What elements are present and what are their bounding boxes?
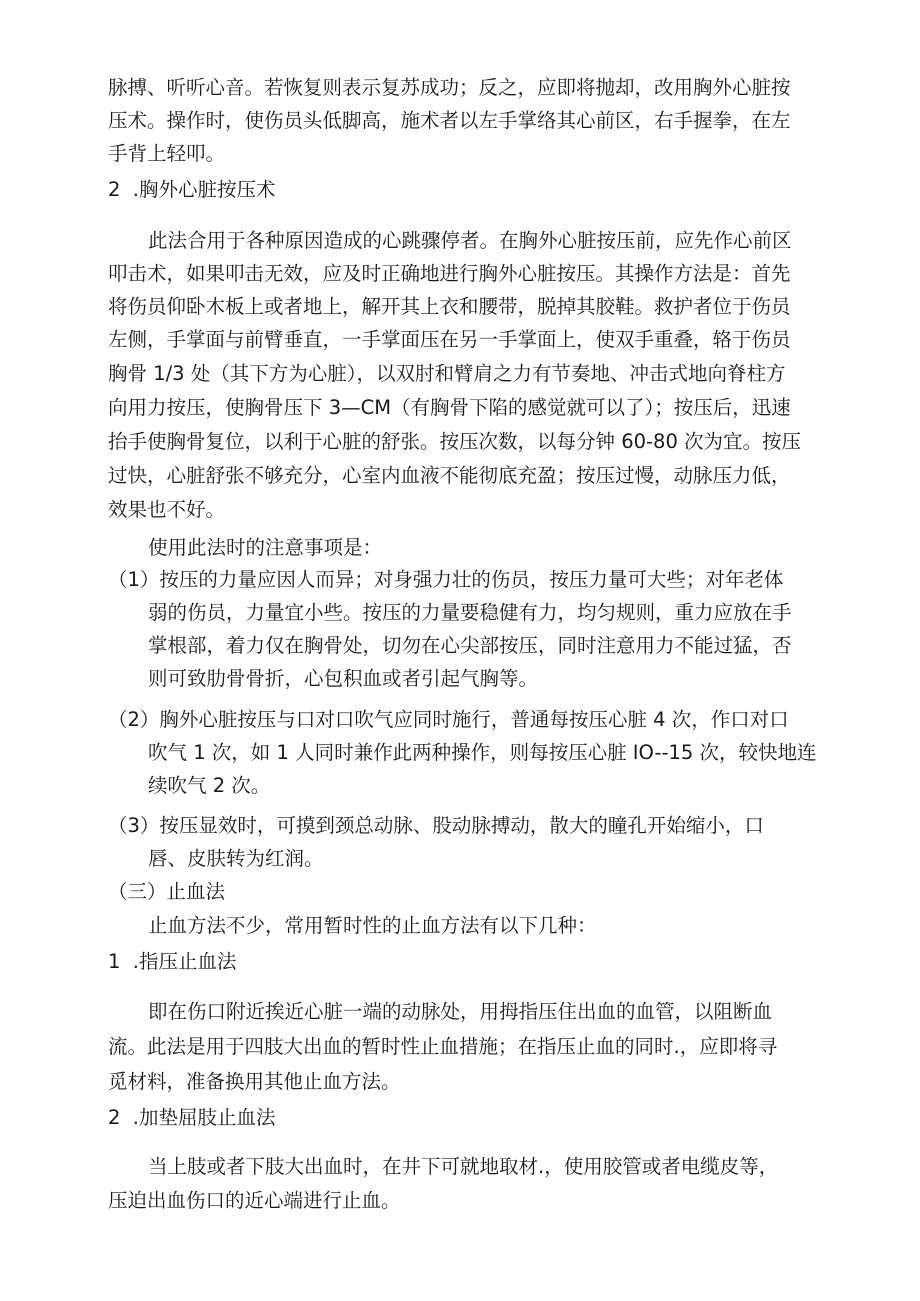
list-item-2: （2）胸外心脏按压与口对口吹气应同时施行，普通每按压心脏 4 次，作口对口: [108, 708, 789, 731]
text-line: 叩击术，如果叩击无效，应及时正确地进行胸外心脏按压。其操作方法是：首先: [108, 262, 791, 285]
text-line: 过快，心脏舒张不够充分，心室内血液不能彻底充盈；按压过慢，动脉压力低，: [108, 464, 791, 487]
text-line: 使用此法时的注意事项是：: [148, 536, 383, 559]
text-line: 唇、皮肤转为红润。: [148, 847, 324, 870]
text-line: 止血方法不少，常用暂时性的止血方法有以下几种：: [148, 914, 597, 937]
text-line: 压迫出血伤口的近心端进行止血。: [108, 1189, 401, 1212]
text-line: 弱的伤员，力量宜小些。按压的力量要稳健有力，均匀规则，重力应放在手: [148, 601, 792, 624]
text-line: 抬手使胸骨复位，以利于心脏的舒张。按压次数，以每分钟 60-80 次为宜。按压: [108, 430, 802, 453]
text-line: 吹气 1 次，如 1 人同时兼作此两种操作，则每按压心脏 IO--15 次，较快地连: [148, 741, 817, 764]
text-line: 将伤员仰卧木板上或者地上，解开其上衣和腰带，脱掉其胶鞋。救护者位于伤员: [108, 295, 791, 318]
text-line: 即在伤口附近挨近心脏一端的动脉处，用拇指压住出血的血管，以阻断血: [148, 1000, 773, 1023]
text-line: 当上肢或者下肢大出血时，在井下可就地取材.，使用胶管或者电缆皮等，: [148, 1155, 779, 1178]
list-item-1: （1）按压的力量应因人而异；对身强力壮的伤员，按压力量可大些；对年老体: [108, 568, 784, 591]
section-heading: 2 .胸外心脏按压术: [108, 178, 276, 201]
text-line: 此法合用于各种原因造成的心跳骤停者。在胸外心脏按压前，应先作心前区: [148, 229, 792, 252]
text-line: 手背上轻叩。: [108, 142, 226, 165]
text-line: 觅材料，准备换用其他止血方法。: [108, 1070, 401, 1093]
text-line: 胸骨 1/3 处（其下方为心脏），以双肘和臂肩之力有节奏地、冲击式地向脊柱方: [108, 362, 786, 385]
text-line: 左侧，手掌面与前臂垂直，一手掌面压在另一手掌面上，使双手重叠，辂于伤员: [108, 328, 791, 351]
section-heading: 1 .指压止血法: [108, 950, 237, 973]
text-line: 脉搏、听听心音。若恢复则表示复苏成功；反之，应即将抛却，改用胸外心脏按: [108, 76, 791, 99]
section-heading: 2 .加垫屈肢止血法: [108, 1106, 276, 1129]
text-line: 流。此法是用于四肢大出血的暂时性止血措施；在指压止血的同时.，应即将寻: [108, 1035, 778, 1058]
text-line: 效果也不好。: [108, 498, 226, 521]
text-line: 则可致肋骨骨折，心包积血或者引起气胸等。: [148, 667, 539, 690]
text-line: 掌根部，着力仅在胸骨处，切勿在心尖部按压，同时注意用力不能过猛，否: [148, 634, 792, 657]
text-line: 向用力按压，使胸骨压下 3—CM（有胸骨下陷的感觉就可以了）；按压后，迅速: [108, 396, 791, 419]
section-heading: （三）止血法: [108, 880, 226, 903]
text-line: 续吹气 2 次。: [148, 774, 271, 797]
text-line: 压术。操作时，使伤员头低脚高，施术者以左手掌络其心前区，右手握拳，在左: [108, 109, 791, 132]
list-item-3: （3）按压显效时，可摸到颈总动脉、股动脉搏动，散大的瞳孔开始缩小，口: [108, 814, 764, 837]
